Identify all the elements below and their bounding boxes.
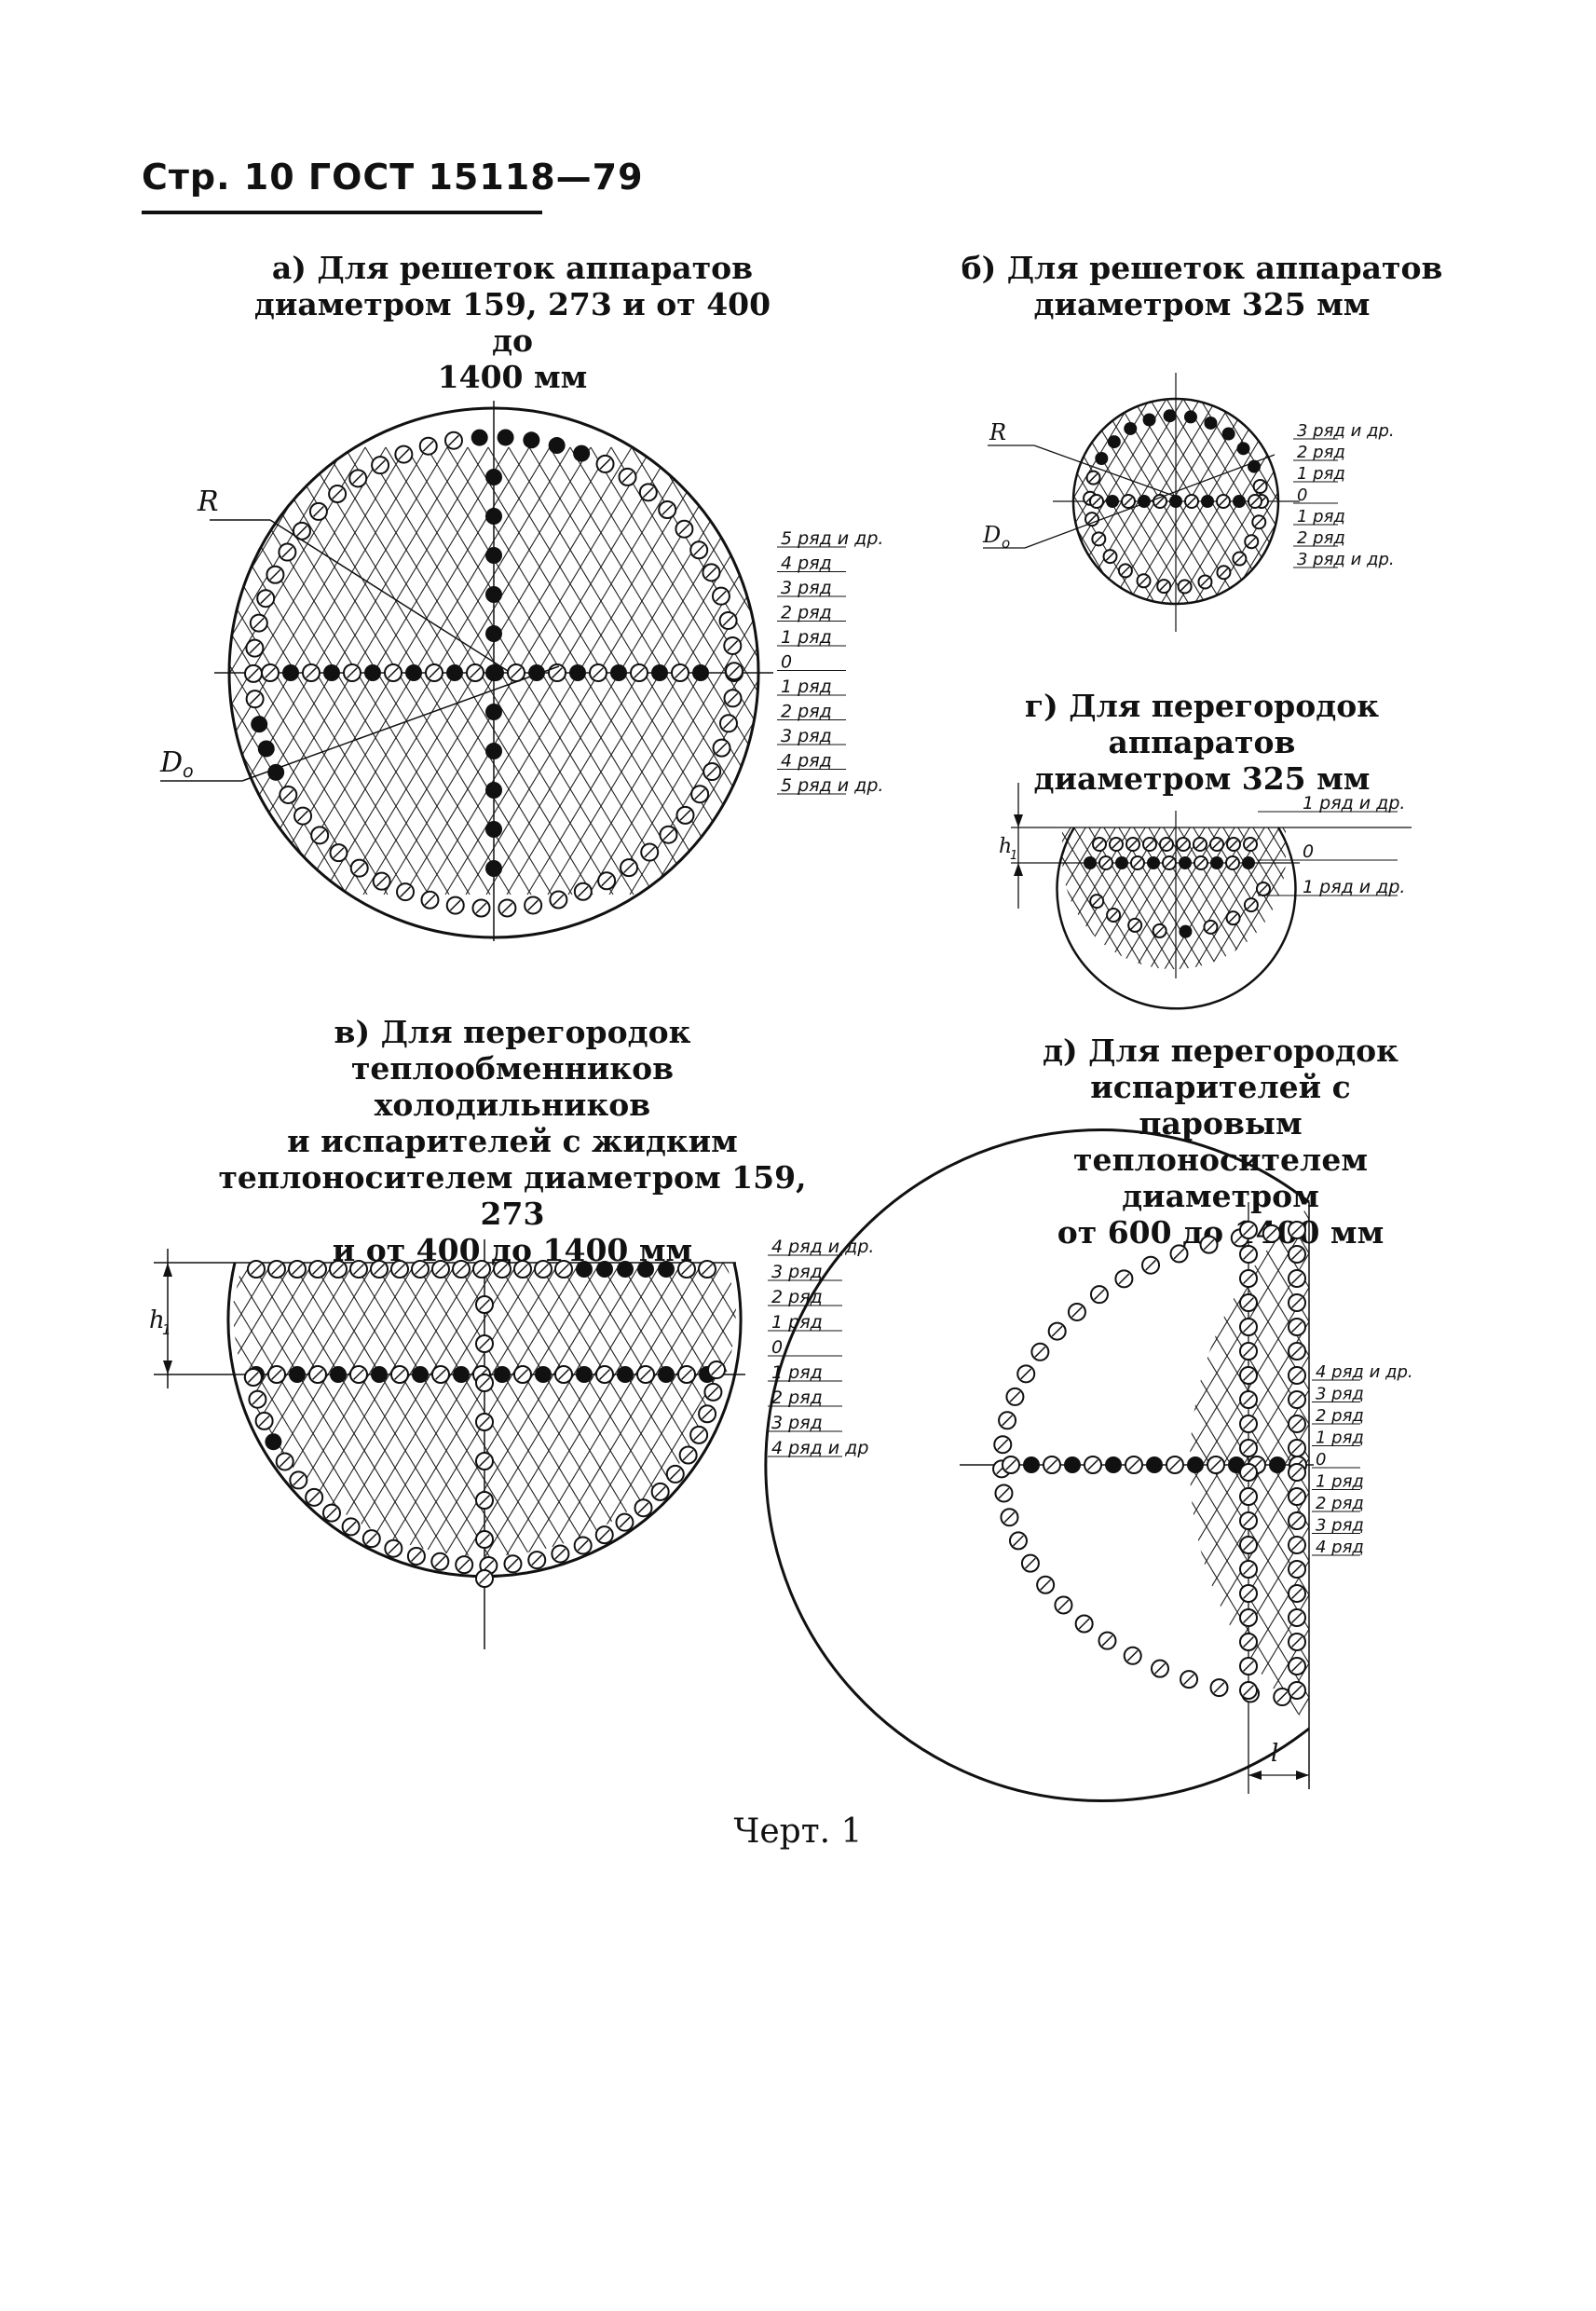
- row-label: 1 ряд и др.: [1303, 793, 1406, 814]
- tube-hole: [994, 1436, 1011, 1453]
- label-l: l: [1271, 1740, 1279, 1768]
- tube-hole: [1240, 1464, 1257, 1481]
- label-h-sub: 1: [162, 1321, 171, 1338]
- caption-line: г) Для перегородок аппаратов: [1024, 688, 1380, 760]
- tube-hole: [1069, 1304, 1085, 1320]
- tube-hole: [1289, 1561, 1305, 1578]
- row-label: 0: [771, 1337, 784, 1358]
- tube-hole: [1289, 1270, 1305, 1287]
- tube-hole: [1240, 1246, 1257, 1263]
- tube-hole: [1240, 1682, 1257, 1699]
- label-R: R: [989, 419, 1007, 445]
- tube-hole: [1289, 1488, 1305, 1505]
- row-label: 1 ряд: [1316, 1428, 1364, 1448]
- tube-hole: [1201, 1237, 1218, 1253]
- row-label: 1 ряд: [1297, 464, 1345, 484]
- caption-line: теплообменников холодильников: [350, 1050, 675, 1123]
- tube-hole: [1240, 1609, 1257, 1626]
- tube-hole: [1289, 1415, 1305, 1432]
- row-label: 2 ряд: [771, 1287, 823, 1307]
- caption-line: б) Для решеток аппаратов: [961, 250, 1443, 286]
- tube-hole: [1055, 1596, 1071, 1613]
- label-D: D: [983, 522, 1002, 548]
- row-label: 1 ряд: [1316, 1471, 1364, 1492]
- row-label: 2 ряд: [781, 701, 832, 722]
- tube-hole: [1031, 1344, 1048, 1361]
- row-label: 5 ряд и др.: [781, 775, 884, 796]
- tube-hole: [1289, 1343, 1305, 1360]
- tube-hole: [1099, 1633, 1116, 1649]
- tube-hole: [1289, 1512, 1305, 1529]
- row-label: 0: [1303, 841, 1315, 862]
- row-label: 1 ряд: [781, 677, 832, 697]
- tube-hole: [1049, 1323, 1066, 1340]
- row-label: 0: [1297, 485, 1308, 505]
- row-label: 1 ряд и др.: [1303, 877, 1406, 897]
- row-label: 4 ряд и др: [771, 1438, 869, 1458]
- standard-number: ГОСТ 15118—79: [307, 157, 644, 198]
- tube-hole: [1289, 1609, 1305, 1626]
- caption-line: 1400 мм: [437, 359, 588, 395]
- tube-hole: [1076, 1615, 1093, 1632]
- tube-hole: [1240, 1367, 1257, 1384]
- tube-hole: [1289, 1658, 1305, 1675]
- row-label: 4 ряд и др.: [1316, 1362, 1413, 1382]
- tube-hole: [995, 1484, 1012, 1501]
- label-h-sub: 1: [1010, 849, 1018, 863]
- label-D-sub: o: [1002, 535, 1011, 552]
- row-label: 1 ряд: [771, 1312, 823, 1333]
- tube-hole: [1125, 1456, 1142, 1473]
- row-label: 4 ряд: [781, 750, 832, 772]
- page-number: Стр. 10: [142, 157, 295, 198]
- tube-hole: [1187, 1456, 1204, 1473]
- tube-hole: [1240, 1343, 1257, 1360]
- tube-hole: [1240, 1488, 1257, 1505]
- tube-hole: [1001, 1509, 1017, 1525]
- caption-line: д) Для перегородок: [1043, 1032, 1398, 1069]
- tube-hole: [1289, 1391, 1305, 1408]
- row-label: 4 ряд: [1316, 1538, 1364, 1557]
- label-h: h: [999, 835, 1013, 858]
- tube-hole: [1240, 1440, 1257, 1456]
- caption-line: теплоносителем диаметром: [1073, 1142, 1368, 1214]
- row-label: 1 ряд: [1297, 507, 1345, 526]
- tube-hole: [1289, 1634, 1305, 1650]
- label-D-sub: o: [183, 761, 194, 782]
- tube-hole: [1240, 1391, 1257, 1408]
- label-R: R: [198, 485, 219, 518]
- tube-hole: [1142, 1257, 1159, 1274]
- tube-hole: [1171, 1245, 1188, 1262]
- row-label: 2 ряд: [1297, 443, 1345, 462]
- tube-hole: [1289, 1294, 1305, 1311]
- tube-hole: [1289, 1464, 1305, 1481]
- tube-hole: [1289, 1440, 1305, 1456]
- row-label: 4 ряд и др.: [771, 1237, 875, 1257]
- row-label: 2 ряд: [781, 602, 832, 623]
- row-label: 2 ряд: [1316, 1406, 1364, 1426]
- tube-hole: [1152, 1661, 1168, 1677]
- tube-hole: [1240, 1319, 1257, 1335]
- row-label: 3 ряд и др.: [1297, 550, 1395, 569]
- caption-line: а) Для решеток аппаратов: [271, 250, 754, 286]
- tube-hole: [1289, 1367, 1305, 1384]
- tube-hole: [1240, 1294, 1257, 1311]
- caption-line: диаметром 159, 273 и от 400 до: [253, 286, 771, 359]
- row-label: 3 ряд: [771, 1413, 823, 1433]
- tube-hole: [1263, 1225, 1280, 1242]
- caption-line: от 600 до 1400 мм: [1057, 1214, 1385, 1251]
- tube-hole: [999, 1412, 1016, 1429]
- tube-hole: [1010, 1532, 1027, 1549]
- tube-hole: [1289, 1319, 1305, 1335]
- tube-hole: [1289, 1222, 1305, 1238]
- caption-line: в) Для перегородок: [334, 1014, 691, 1050]
- tube-hole: [1240, 1561, 1257, 1578]
- tube-hole: [1115, 1270, 1132, 1287]
- tube-hole: [1003, 1456, 1019, 1473]
- tube-hole: [1240, 1270, 1257, 1287]
- tube-hole: [1207, 1456, 1224, 1473]
- row-label: 3 ряд: [771, 1262, 823, 1282]
- tube-hole: [1240, 1537, 1257, 1553]
- row-label: 2 ряд: [1316, 1494, 1364, 1513]
- label-D: D: [160, 746, 184, 779]
- tube-hole: [1105, 1456, 1122, 1473]
- tube-hole: [1146, 1456, 1163, 1473]
- tube-hole: [1240, 1585, 1257, 1602]
- caption-line: и от 400 до 1400 мм: [332, 1232, 693, 1268]
- row-label: 5 ряд и др.: [781, 528, 884, 549]
- tube-hole: [1289, 1682, 1305, 1699]
- tube-hole: [1180, 1671, 1197, 1688]
- tube-hole: [1240, 1512, 1257, 1529]
- tube-hole: [1166, 1456, 1183, 1473]
- tube-hole: [1044, 1456, 1060, 1473]
- tube-hole: [1289, 1537, 1305, 1553]
- label-h: h: [149, 1306, 165, 1334]
- row-label: 3 ряд: [781, 726, 832, 746]
- tube-hole: [1240, 1222, 1257, 1238]
- tube-hole: [1022, 1555, 1039, 1572]
- tube-hole: [1091, 1286, 1108, 1303]
- row-label: 3 ряд: [1316, 1515, 1364, 1536]
- tube-hole: [1037, 1577, 1054, 1593]
- caption-line: и испарителей с жидким: [287, 1123, 738, 1159]
- tube-hole: [1023, 1456, 1040, 1473]
- row-label: 1 ряд: [781, 627, 832, 648]
- row-label: 3 ряд и др.: [1297, 421, 1395, 441]
- tube-hole: [1240, 1415, 1257, 1432]
- row-label: 1 ряд: [771, 1362, 823, 1383]
- tube-hole: [1240, 1658, 1257, 1675]
- tube-hole: [1017, 1365, 1034, 1382]
- tube-hole: [1125, 1648, 1141, 1664]
- tube-hole: [1084, 1456, 1101, 1473]
- row-label: 4 ряд: [781, 553, 832, 574]
- tube-hole: [1064, 1456, 1081, 1473]
- tube-hole: [1240, 1634, 1257, 1650]
- caption-line: испарителей с паровым: [1090, 1069, 1351, 1142]
- tube-hole: [1289, 1585, 1305, 1602]
- row-label: 3 ряд: [781, 578, 832, 598]
- caption-line: диаметром 325 мм: [1033, 286, 1371, 322]
- caption-line: теплоносителем диаметром 159, 273: [218, 1159, 807, 1232]
- row-label: 2 ряд: [1297, 528, 1345, 548]
- tube-hole: [1006, 1388, 1023, 1405]
- row-label: 0: [1316, 1450, 1327, 1470]
- row-label: 2 ряд: [771, 1388, 823, 1408]
- figure-caption: Черт. 1: [733, 1812, 863, 1851]
- row-label: 0: [781, 651, 793, 673]
- row-label: 3 ряд: [1316, 1384, 1364, 1404]
- tube-hole: [1269, 1456, 1286, 1473]
- tube-hole: [1289, 1246, 1305, 1263]
- tube-hole: [1211, 1679, 1228, 1696]
- caption-line: диаметром 325 мм: [1033, 760, 1371, 797]
